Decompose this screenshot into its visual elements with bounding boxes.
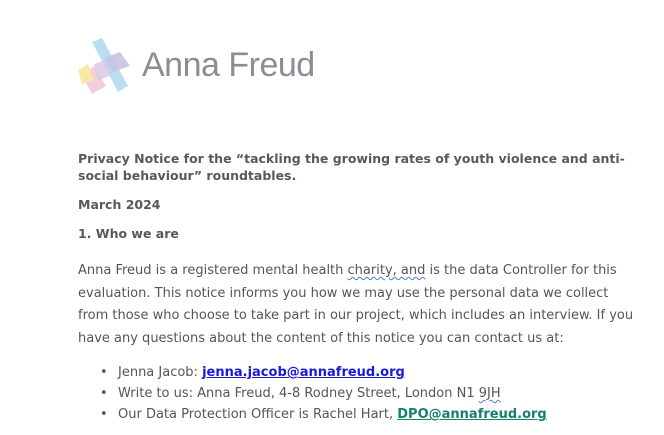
- paragraph-text-end: is the data Controller for this evaluation. This notice informs you how we may use the personal data we collect from those who choose to take part in our project, which includes an interview. If you have any questions about the content of this notice you can contact us at:: [78, 263, 634, 346]
- dpo-email-link[interactable]: DPO@annafreud.org: [397, 407, 547, 422]
- section-heading-who-we-are: 1. Who we are: [78, 226, 179, 241]
- bullet-icon: •: [100, 407, 108, 422]
- bullet-icon: •: [100, 365, 108, 380]
- document-date: March 2024: [78, 197, 161, 212]
- document-title: Privacy Notice for the “tackling the growing rates of youth violence and anti-social behaviour” roundtables.: [78, 151, 625, 183]
- contact-label: Write to us: Anna Freud, 4-8 Rodney Street, London N1: [118, 386, 479, 401]
- contact-item-jenna: [100, 362, 638, 383]
- contact-label: Our Data Protection Officer is Rachel Hart,: [118, 407, 398, 422]
- contact-item-address: [100, 383, 638, 404]
- anna-freud-logo-icon: [76, 36, 134, 98]
- privacy-notice-document: [78, 150, 638, 425]
- paragraph-text-start: Anna Freud is a registered mental health: [78, 263, 348, 278]
- postcode-flagged-text: 9JH: [478, 386, 501, 401]
- jenna-email-link[interactable]: jenna.jacob@annafreud.org: [202, 365, 405, 380]
- contact-list: [78, 362, 638, 425]
- contact-item-dpo: [100, 404, 638, 425]
- anna-freud-logo: [76, 36, 326, 98]
- bullet-icon: •: [100, 386, 108, 401]
- logo-wordmark: Anna Freud: [142, 46, 315, 84]
- contact-label: Jenna Jacob:: [118, 365, 203, 380]
- who-we-are-paragraph: [78, 260, 638, 350]
- grammar-flagged-text: charity, and: [347, 263, 426, 278]
